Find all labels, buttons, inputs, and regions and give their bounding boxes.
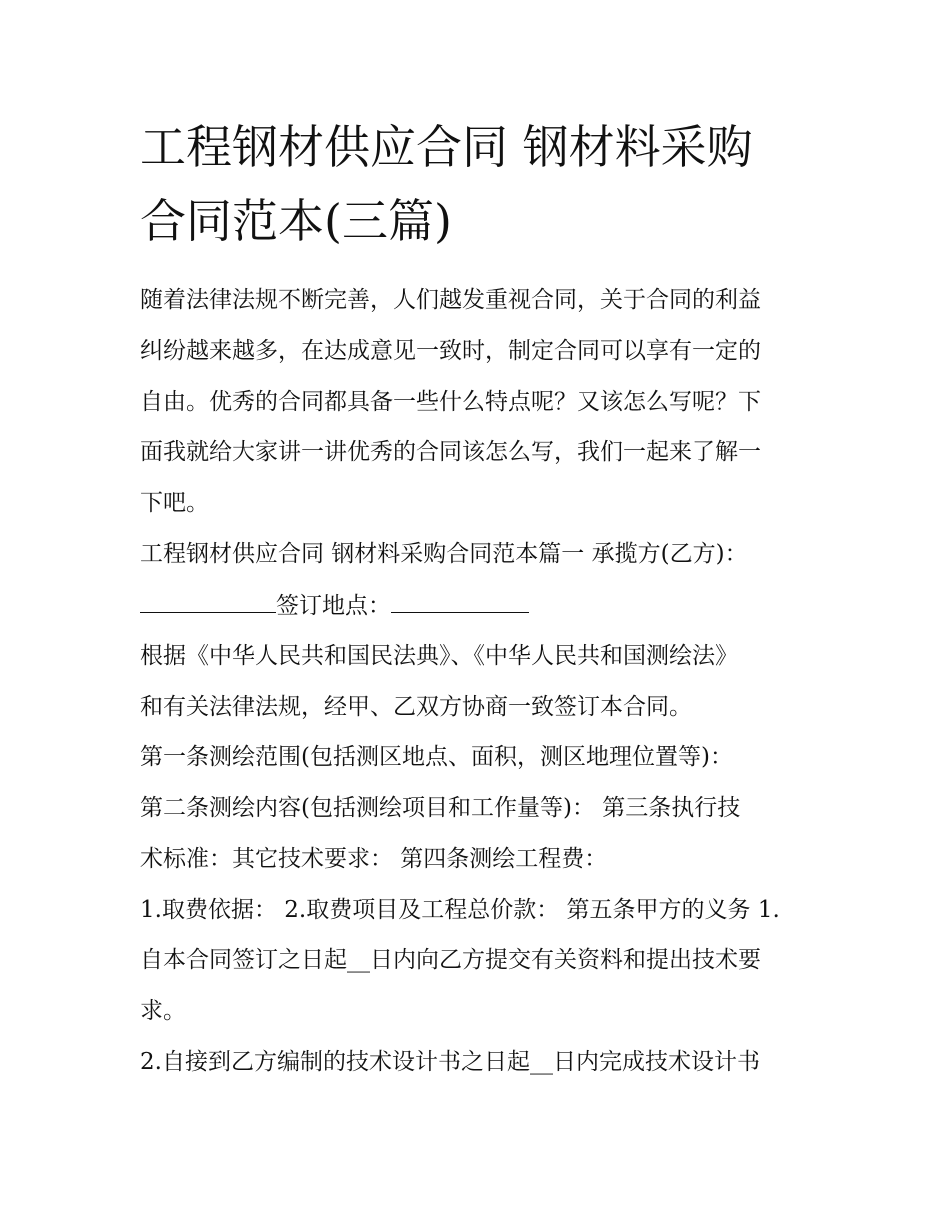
body-line-3: 第一条测绘范围(包括测区地点、面积，测区地理位置等)： xyxy=(140,744,733,770)
signing-place-label: 签订地点： xyxy=(276,593,391,619)
intro-line-3: 自由。优秀的合同都具备一些什么特点呢？又该怎么写呢？下 xyxy=(140,389,761,415)
body-line-1: 根据《中华人民共和国民法典》、《中华人民共和国测绘法》 xyxy=(140,643,738,669)
body-line-2: 和有关法律法规，经甲、乙双方协商一致签订本合同。 xyxy=(140,694,692,720)
title-line-1: 工程钢材供应合同 钢材料采购 xyxy=(140,120,753,174)
signing-place-blank xyxy=(391,590,529,613)
title-line-2: 合同范本(三篇) xyxy=(140,194,452,248)
body-line-5: 术标准：其它技术要求： 第四条测绘工程费： xyxy=(140,846,608,872)
intro-line-5: 下吧。 xyxy=(140,490,209,516)
body-line-6: 1.取费依据： 2.取费项目及工程总价款： 第五条甲方的义务 1. xyxy=(140,897,780,923)
section-heading: 工程钢材供应合同 钢材料采购合同范本篇一 承揽方(乙方)： xyxy=(140,541,748,567)
body-line-7: 自本合同签订之日起__日内向乙方提交有关资料和提出技术要 xyxy=(140,947,761,973)
intro-line-4: 面我就给大家讲一讲优秀的合同该怎么写，我们一起来了解一 xyxy=(140,439,761,465)
signing-line xyxy=(140,590,529,621)
party-b-blank xyxy=(140,590,276,613)
intro-line-1: 随着法律法规不断完善，人们越发重视合同，关于合同的利益 xyxy=(140,287,761,313)
intro-line-2: 纠纷越来越多，在达成意见一致时，制定合同可以享有一定的 xyxy=(140,338,761,364)
body-line-4: 第二条测绘内容(包括测绘项目和工作量等)： 第三条执行技 xyxy=(140,795,741,821)
body-line-8: 求。 xyxy=(140,998,186,1024)
document-title xyxy=(140,110,820,258)
body-line-9: 2.自接到乙方编制的技术设计书之日起__日内完成技术设计书 xyxy=(140,1049,760,1075)
